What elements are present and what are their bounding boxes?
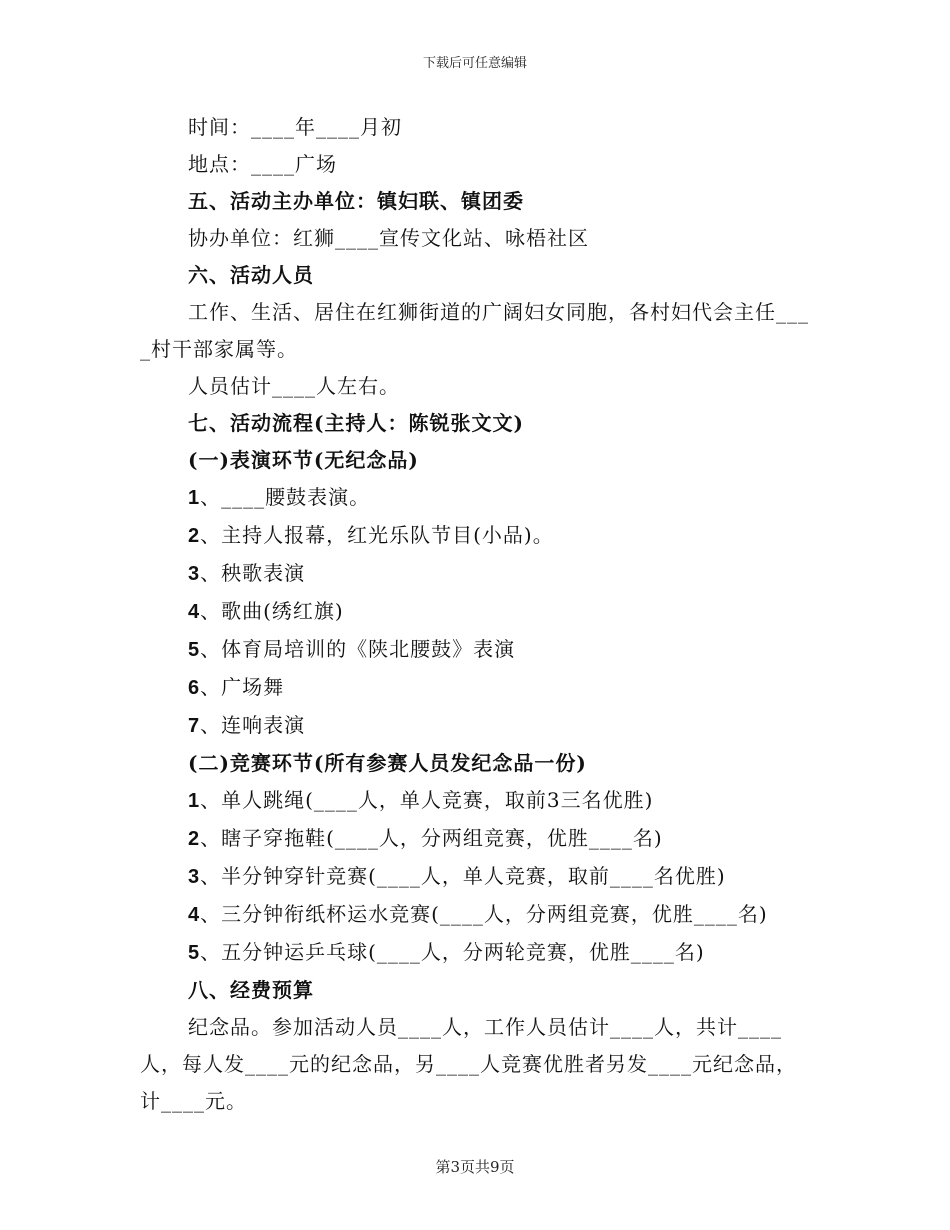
list-item-number: 2 [188,525,201,547]
list-item-number: 6 [188,677,201,699]
section-7-heading: 七、活动流程(主持人：陈锐张文文) [188,411,524,435]
list-item [140,934,810,972]
list-item-text: 、歌曲(绣红旗) [200,599,344,623]
participants-paragraph: 工作、生活、居住在红狮街道的广阔妇女同胞，各村妇代会主任____村干部家属等。 [140,300,809,361]
estimate-line: 人员估计____人左右。 [188,374,400,398]
list-item-number: 1 [188,790,201,812]
list-item-number: 2 [188,828,201,850]
list-item-text: 、主持人报幕，红光乐队节目(小品)。 [200,523,554,547]
list-item [140,593,810,631]
section-6-heading: 六、活动人员 [188,263,314,287]
list-item-text: 、____腰鼓表演。 [200,485,371,509]
list-item-text: 、连响表演 [200,713,306,737]
list-item-text: 、单人跳绳(____人，单人竞赛，取前3三名优胜) [200,788,654,812]
performance-list [140,479,810,745]
section-5-heading: 五、活动主办单位：镇妇联、镇团委 [188,189,524,213]
page-footer: 第3页共9页 [435,1158,515,1176]
co-organizer-line: 协办单位：红狮____宣传文化站、咏梧社区 [188,226,589,250]
performance-heading: (一)表演环节(无纪念品) [188,448,419,472]
list-item-text: 、体育局培训的《陕北腰鼓》表演 [200,637,516,661]
place-line: 地点：____广场 [188,152,337,176]
list-item-text: 、瞎子穿拖鞋(____人，分两组竞赛，优胜____名) [200,826,663,850]
list-item-number: 5 [188,639,201,661]
list-item [140,555,810,593]
section-8-heading: 八、经费预算 [188,978,314,1002]
list-item-text: 、三分钟衔纸杯运水竞赛(____人，分两组竞赛，优胜____名) [200,902,768,926]
list-item [140,858,810,896]
competition-list [140,782,810,972]
list-item [140,631,810,669]
list-item [140,782,810,820]
list-item-text: 、广场舞 [200,675,285,699]
list-item-text: 、五分钟运乒乓球(____人，分两轮竞赛，优胜____名) [200,940,705,964]
competition-heading: (二)竞赛环节(所有参赛人员发纪念品一份) [188,751,587,775]
list-item [140,479,810,517]
list-item-number: 4 [188,601,201,623]
list-item-number: 7 [188,715,201,737]
list-item-text: 、半分钟穿针竞赛(____人，单人竞赛，取前____名优胜) [200,864,726,888]
list-item-number: 1 [188,487,201,509]
list-item-number: 4 [188,904,201,926]
list-item-number: 5 [188,942,201,964]
budget-paragraph: 纪念品。参加活动人员____人，工作人员估计____人，共计____人，每人发____元的纪念品，另____人竞赛优胜者另发____元纪念品，计____元。 [140,1015,797,1113]
list-item [140,517,810,555]
page-header: 下载后可任意编辑 [422,56,527,71]
list-item [140,820,810,858]
list-item-number: 3 [188,563,201,585]
list-item [140,669,810,707]
list-item [140,707,810,745]
time-line: 时间：____年____月初 [188,115,402,139]
list-item [140,896,810,934]
document-body [140,109,810,1120]
list-item-text: 、秧歌表演 [200,561,306,585]
list-item-number: 3 [188,866,201,888]
